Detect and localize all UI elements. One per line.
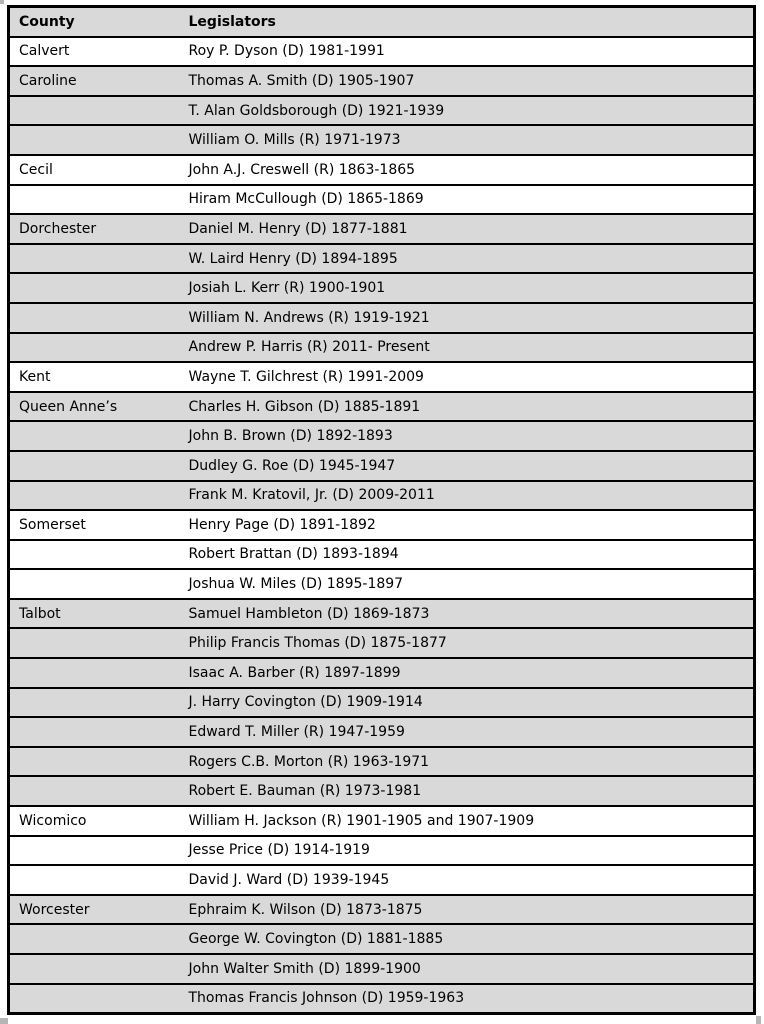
- county-cell: [9, 836, 180, 866]
- county-cell: [9, 303, 180, 333]
- table-row: [9, 599, 755, 629]
- table-row: [9, 155, 755, 185]
- table-row: [9, 747, 755, 777]
- legislator-cell: T. Alan Goldsborough (D) 1921-1939: [180, 96, 755, 126]
- county-cell: [9, 865, 180, 895]
- table-row: [9, 37, 755, 67]
- table-row: [9, 540, 755, 570]
- county-cell: [9, 333, 180, 363]
- legislator-cell: Robert Brattan (D) 1893-1894: [180, 540, 755, 570]
- county-cell: [9, 688, 180, 718]
- legislator-cell: Rogers C.B. Morton (R) 1963-1971: [180, 747, 755, 777]
- table-row: [9, 836, 755, 866]
- legislator-cell: Samuel Hambleton (D) 1869-1873: [180, 599, 755, 629]
- table-row: [9, 481, 755, 511]
- legislator-cell: Edward T. Miller (R) 1947-1959: [180, 717, 755, 747]
- county-cell: [9, 569, 180, 599]
- county-cell: Cecil: [9, 155, 180, 185]
- county-cell: [9, 924, 180, 954]
- table-row: [9, 333, 755, 363]
- table-row: [9, 954, 755, 984]
- table-row: [9, 421, 755, 451]
- legislator-cell: Jesse Price (D) 1914-1919: [180, 836, 755, 866]
- table-row: [9, 984, 755, 1014]
- legislator-cell: Charles H. Gibson (D) 1885-1891: [180, 392, 755, 422]
- legislator-cell: Hiram McCullough (D) 1865-1869: [180, 185, 755, 215]
- page-corner-artifact-bottom-left: [0, 1018, 8, 1024]
- legislator-cell: Wayne T. Gilchrest (R) 1991-2009: [180, 362, 755, 392]
- county-cell: [9, 717, 180, 747]
- table-row: [9, 569, 755, 599]
- legislator-cell: John Walter Smith (D) 1899-1900: [180, 954, 755, 984]
- table-body: [9, 37, 755, 1014]
- legislator-cell: Daniel M. Henry (D) 1877-1881: [180, 214, 755, 244]
- legislator-cell: Philip Francis Thomas (D) 1875-1877: [180, 628, 755, 658]
- table-row: [9, 214, 755, 244]
- legislator-cell: W. Laird Henry (D) 1894-1895: [180, 244, 755, 274]
- table-row: [9, 658, 755, 688]
- county-cell: Calvert: [9, 37, 180, 67]
- table-row: [9, 273, 755, 303]
- table-row: [9, 125, 755, 155]
- county-cell: [9, 658, 180, 688]
- county-cell: Dorchester: [9, 214, 180, 244]
- table-row: [9, 303, 755, 333]
- legislators-table-container: [7, 5, 756, 1015]
- county-cell: Kent: [9, 362, 180, 392]
- legislator-cell: J. Harry Covington (D) 1909-1914: [180, 688, 755, 718]
- page-corner-artifact-bottom-right: [756, 1016, 761, 1024]
- table-row: [9, 96, 755, 126]
- county-cell: [9, 481, 180, 511]
- legislator-cell: William N. Andrews (R) 1919-1921: [180, 303, 755, 333]
- table-row: [9, 628, 755, 658]
- county-cell: [9, 540, 180, 570]
- county-cell: [9, 421, 180, 451]
- county-cell: [9, 984, 180, 1014]
- table-row: [9, 688, 755, 718]
- legislators-column-header: Legislators: [180, 7, 755, 37]
- table-row: [9, 806, 755, 836]
- table-row: [9, 717, 755, 747]
- legislator-cell: John B. Brown (D) 1892-1893: [180, 421, 755, 451]
- county-cell: [9, 747, 180, 777]
- legislator-cell: Roy P. Dyson (D) 1981-1991: [180, 37, 755, 67]
- legislator-cell: David J. Ward (D) 1939-1945: [180, 865, 755, 895]
- table-row: [9, 510, 755, 540]
- legislator-cell: Frank M. Kratovil, Jr. (D) 2009-2011: [180, 481, 755, 511]
- county-cell: [9, 628, 180, 658]
- county-cell: [9, 185, 180, 215]
- table-header: [9, 7, 755, 37]
- page-corner-artifact-top-left: [0, 0, 4, 4]
- legislator-cell: Thomas Francis Johnson (D) 1959-1963: [180, 984, 755, 1014]
- table-row: [9, 776, 755, 806]
- table-row: [9, 895, 755, 925]
- legislator-cell: Isaac A. Barber (R) 1897-1899: [180, 658, 755, 688]
- legislator-cell: William O. Mills (R) 1971-1973: [180, 125, 755, 155]
- table-row: [9, 244, 755, 274]
- header-row: [9, 7, 755, 37]
- table-row: [9, 362, 755, 392]
- county-cell: [9, 96, 180, 126]
- legislator-cell: Robert E. Bauman (R) 1973-1981: [180, 776, 755, 806]
- county-cell: [9, 125, 180, 155]
- county-cell: Talbot: [9, 599, 180, 629]
- county-cell: [9, 776, 180, 806]
- legislator-cell: Ephraim K. Wilson (D) 1873-1875: [180, 895, 755, 925]
- county-cell: [9, 244, 180, 274]
- county-cell: Queen Anne’s: [9, 392, 180, 422]
- table-row: [9, 392, 755, 422]
- table-row: [9, 451, 755, 481]
- county-cell: Worcester: [9, 895, 180, 925]
- legislators-table: [7, 5, 756, 1015]
- table-row: [9, 185, 755, 215]
- legislator-cell: John A.J. Creswell (R) 1863-1865: [180, 155, 755, 185]
- legislator-cell: Thomas A. Smith (D) 1905-1907: [180, 66, 755, 96]
- county-cell: [9, 451, 180, 481]
- table-row: [9, 924, 755, 954]
- legislator-cell: Josiah L. Kerr (R) 1900-1901: [180, 273, 755, 303]
- table-row: [9, 66, 755, 96]
- legislator-cell: Joshua W. Miles (D) 1895-1897: [180, 569, 755, 599]
- legislator-cell: Henry Page (D) 1891-1892: [180, 510, 755, 540]
- county-cell: [9, 954, 180, 984]
- county-cell: [9, 273, 180, 303]
- table-row: [9, 865, 755, 895]
- county-column-header: County: [9, 7, 180, 37]
- legislator-cell: William H. Jackson (R) 1901-1905 and 1907-1909: [180, 806, 755, 836]
- legislator-cell: Dudley G. Roe (D) 1945-1947: [180, 451, 755, 481]
- county-cell: Somerset: [9, 510, 180, 540]
- county-cell: Wicomico: [9, 806, 180, 836]
- legislator-cell: George W. Covington (D) 1881-1885: [180, 924, 755, 954]
- county-cell: Caroline: [9, 66, 180, 96]
- legislator-cell: Andrew P. Harris (R) 2011- Present: [180, 333, 755, 363]
